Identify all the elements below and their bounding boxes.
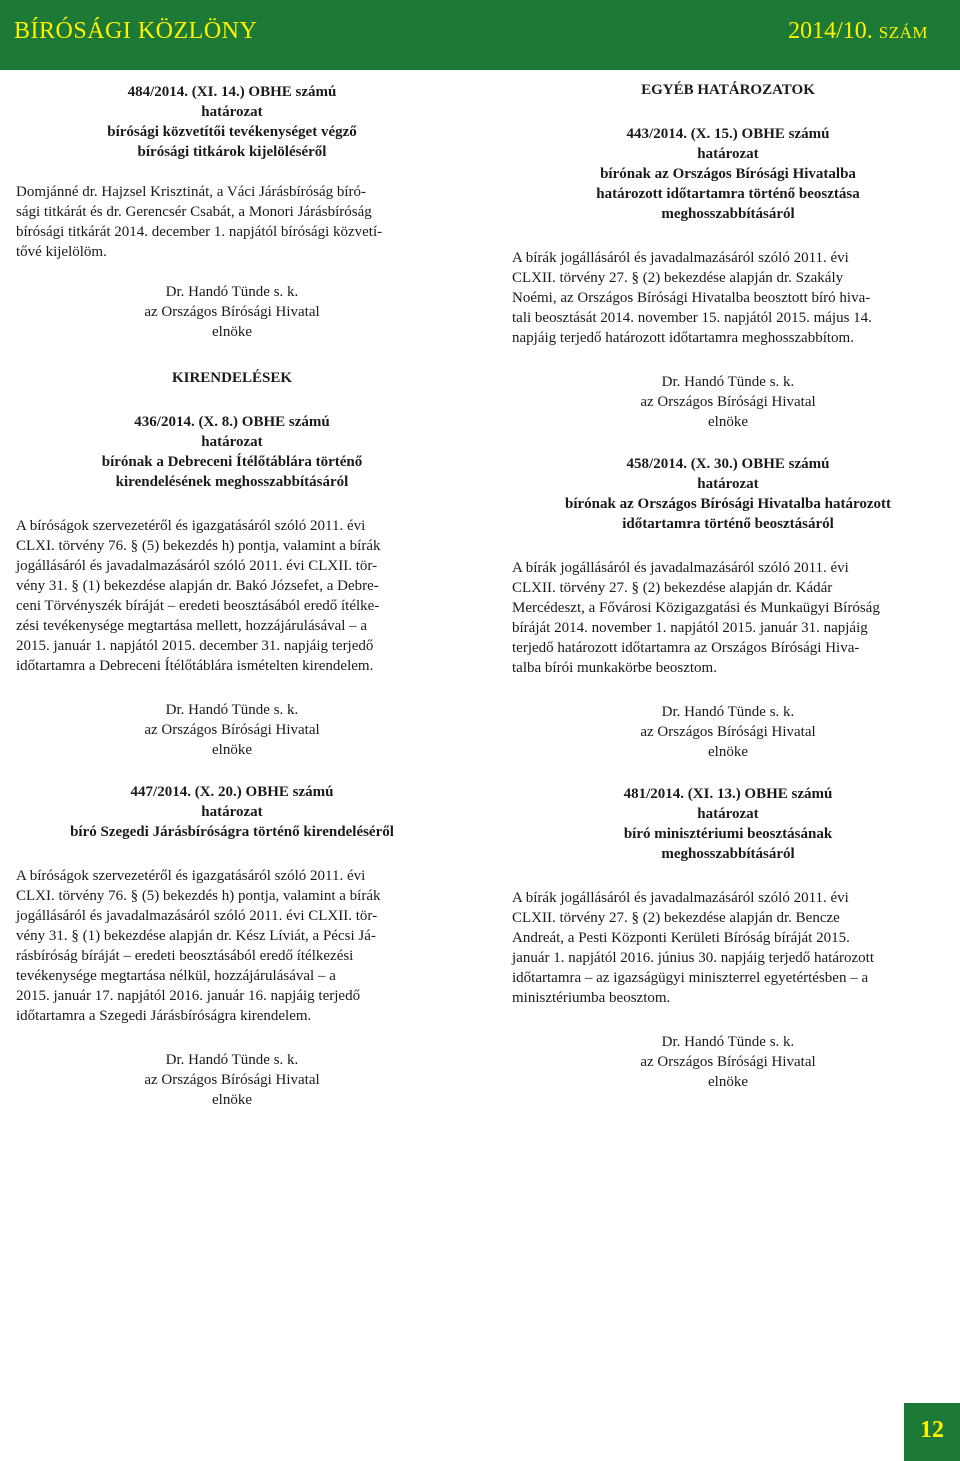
decision-subject: bíró minisztériumi beosztásának: [623, 826, 833, 842]
issue-label: 2014/10.: [788, 18, 873, 44]
decision-heading: [16, 412, 448, 492]
body-line: A bíróságok szervezetéről és igazgatásáról szóló 2011. évi: [16, 868, 366, 884]
signatory-office: az Országos Bírósági Hivatal: [640, 724, 816, 740]
decision-type: határozat: [697, 476, 759, 492]
decision-type: határozat: [201, 104, 263, 120]
body-line: január 1. napjától 2016. június 30. napjáig terjedő határozott: [512, 950, 874, 966]
signatory-office: az Országos Bírósági Hivatal: [640, 1054, 816, 1070]
decision-number: 484/2014. (XI. 14.) OBHE számú: [127, 84, 337, 100]
signature: [512, 372, 944, 432]
decision-subject: meghosszabbításáról: [661, 846, 795, 862]
signatory-name: Dr. Handó Tünde s. k.: [165, 284, 299, 300]
body-line: minisztériumba beosztom.: [512, 990, 671, 1006]
page-number-box: [904, 1403, 960, 1461]
decision-subject: bírónak az Országos Bírósági Hivatalba: [600, 166, 856, 182]
decision-body: [16, 182, 448, 262]
signatory-name: Dr. Handó Tünde s. k.: [661, 704, 795, 720]
left-column: [16, 72, 448, 1110]
body-line: időtartamra a Debreceni Ítélőtáblára ismételten kirendelem.: [16, 658, 374, 674]
issue-number: [788, 18, 928, 45]
issue-suffix: SZÁM: [878, 23, 928, 42]
decision-heading: [16, 82, 448, 162]
decision-subject: bírónak az Országos Bírósági Hivatalba határozott: [565, 496, 891, 512]
signatory-office: az Országos Bírósági Hivatal: [144, 304, 320, 320]
signatory-role: elnöke: [212, 324, 252, 340]
signatory-role: elnöke: [212, 1092, 252, 1108]
signatory-role: elnöke: [708, 744, 748, 760]
page-header: [0, 0, 960, 70]
section-heading: KIRENDELÉSEK: [171, 370, 293, 386]
signatory-role: elnöke: [212, 742, 252, 758]
body-line: vény 31. § (1) bekezdése alapján dr. Kész Líviát, a Pécsi Já-: [16, 928, 376, 944]
decision-number: 443/2014. (X. 15.) OBHE számú: [626, 126, 830, 142]
decision-body: [512, 888, 944, 1008]
journal-title: BÍRÓSÁGI KÖZLÖNY: [14, 18, 258, 44]
body-line: 2015. január 1. napjától 2015. december 31. napjáig terjedő: [16, 638, 374, 654]
body-line: Domjánné dr. Hajzsel Krisztinát, a Váci Járásbíróság bíró-: [16, 184, 367, 200]
body-line: bíráját 2014. november 1. napjától 2015. január 31. napjáig: [512, 620, 868, 636]
decision-subject: bírósági titkárok kijelöléséről: [137, 144, 327, 160]
body-line: tevékenysége megtartása nélkül, hozzájárulásával – a: [16, 968, 336, 984]
body-line: vény 31. § (1) bekezdése alapján dr. Bakó Józsefet, a Debre-: [16, 578, 379, 594]
body-line: terjedő határozott időtartamra az Országos Bírósági Hiva-: [512, 640, 860, 656]
decision-heading: [16, 782, 448, 842]
body-line: A bírák jogállásáról és javadalmazásáról szóló 2011. évi: [512, 890, 849, 906]
decision-subject: határozott időtartamra történő beosztása: [596, 186, 860, 202]
body-line: ceni Törvényszék bíráját – eredeti beosztásából eredő ítélke-: [16, 598, 380, 614]
signatory-name: Dr. Handó Tünde s. k.: [165, 702, 299, 718]
decision-type: határozat: [201, 804, 263, 820]
decision-type: határozat: [201, 434, 263, 450]
body-line: CLXI. törvény 76. § (5) bekezdés h) pontja, valamint a bírák: [16, 538, 381, 554]
body-line: talba bírói munkakörbe beosztom.: [512, 660, 717, 676]
body-line: A bírák jogállásáról és javadalmazásáról szóló 2011. évi: [512, 250, 849, 266]
body-line: A bírák jogállásáról és javadalmazásáról szóló 2011. évi: [512, 560, 849, 576]
decision-type: határozat: [697, 806, 759, 822]
decision-heading: [512, 124, 944, 224]
body-line: Noémi, az Országos Bírósági Hivatalba beosztott bíró hiva-: [512, 290, 871, 306]
decision-number: 436/2014. (X. 8.) OBHE számú: [134, 414, 330, 430]
signatory-role: elnöke: [708, 414, 748, 430]
body-line: tővé kijelölöm.: [16, 244, 107, 260]
body-line: sági titkárát és dr. Gerencsér Csabát, a Monori Járásbíróság: [16, 204, 372, 220]
body-line: időtartamra a Szegedi Járásbíróságra kirendelem.: [16, 1008, 312, 1024]
section-heading: EGYÉB HATÁROZATOK: [641, 82, 815, 98]
body-line: A bíróságok szervezetéről és igazgatásáról szóló 2011. évi: [16, 518, 366, 534]
decision-heading: [512, 454, 944, 534]
signature: [16, 1050, 448, 1110]
right-column: [512, 72, 944, 1092]
body-line: bírósági titkárát 2014. december 1. napjától bírósági közvetí-: [16, 224, 383, 240]
body-line: 2015. január 17. napjától 2016. január 16. napjáig terjedő: [16, 988, 361, 1004]
signature: [16, 282, 448, 342]
body-line: jogállásáról és javadalmazásáról szóló 2011. évi CLXII. tör-: [16, 908, 378, 924]
body-line: CLXII. törvény 27. § (2) bekezdése alapján dr. Szakály: [512, 270, 844, 286]
body-line: Mercédeszt, a Fővárosi Közigazgatási és Munkaügyi Bíróság: [512, 600, 880, 616]
decision-number: 458/2014. (X. 30.) OBHE számú: [626, 456, 830, 472]
signatory-name: Dr. Handó Tünde s. k.: [661, 1034, 795, 1050]
decision-subject: bírónak a Debreceni Ítélőtáblára történő: [101, 454, 363, 470]
signatory-office: az Országos Bírósági Hivatal: [144, 722, 320, 738]
signatory-name: Dr. Handó Tünde s. k.: [165, 1052, 299, 1068]
signature: [512, 702, 944, 762]
signatory-office: az Országos Bírósági Hivatal: [144, 1072, 320, 1088]
decision-number: 481/2014. (XI. 13.) OBHE számú: [623, 786, 833, 802]
page-number: 12: [920, 1417, 944, 1443]
body-line: CLXI. törvény 76. § (5) bekezdés h) pontja, valamint a bírák: [16, 888, 381, 904]
decision-subject: kirendelésének meghosszabbításáról: [115, 474, 349, 490]
signature: [16, 700, 448, 760]
decision-heading: [512, 784, 944, 864]
body-line: időtartamra – az igazságügyi miniszterrel egyetértésben – a: [512, 970, 869, 986]
decision-number: 447/2014. (X. 20.) OBHE számú: [130, 784, 334, 800]
signature: [512, 1032, 944, 1092]
body-line: Andreát, a Pesti Központi Kerületi Bíróság bíráját 2015.: [512, 930, 850, 946]
decision-subject: meghosszabbításáról: [661, 206, 795, 222]
decision-body: [512, 248, 944, 348]
decision-body: [16, 866, 448, 1026]
body-line: CLXII. törvény 27. § (2) bekezdése alapján dr. Kádár: [512, 580, 833, 596]
decision-body: [512, 558, 944, 678]
signatory-office: az Országos Bírósági Hivatal: [640, 394, 816, 410]
decision-subject: időtartamra történő beosztásáról: [622, 516, 834, 532]
body-line: napjáig terjedő határozott időtartamra meghosszabbítom.: [512, 330, 854, 346]
body-line: rásbíróság bíráját – eredeti beosztásából eredő ítélkezési: [16, 948, 354, 964]
signatory-role: elnöke: [708, 1074, 748, 1090]
body-line: tali beosztását 2014. november 15. napjától 2015. május 14.: [512, 310, 872, 326]
body-line: jogállásáról és javadalmazásáról szóló 2011. évi CLXII. tör-: [16, 558, 378, 574]
decision-type: határozat: [697, 146, 759, 162]
body-line: zési tevékenysége megtartása mellett, hozzájárulásával – a: [16, 618, 368, 634]
decision-subject: bíró Szegedi Járásbíróságra történő kirendeléséről: [70, 824, 394, 840]
body-line: CLXII. törvény 27. § (2) bekezdése alapján dr. Bencze: [512, 910, 840, 926]
decision-body: [16, 516, 448, 676]
signatory-name: Dr. Handó Tünde s. k.: [661, 374, 795, 390]
decision-subject: bírósági közvetítői tevékenységet végző: [107, 124, 357, 140]
